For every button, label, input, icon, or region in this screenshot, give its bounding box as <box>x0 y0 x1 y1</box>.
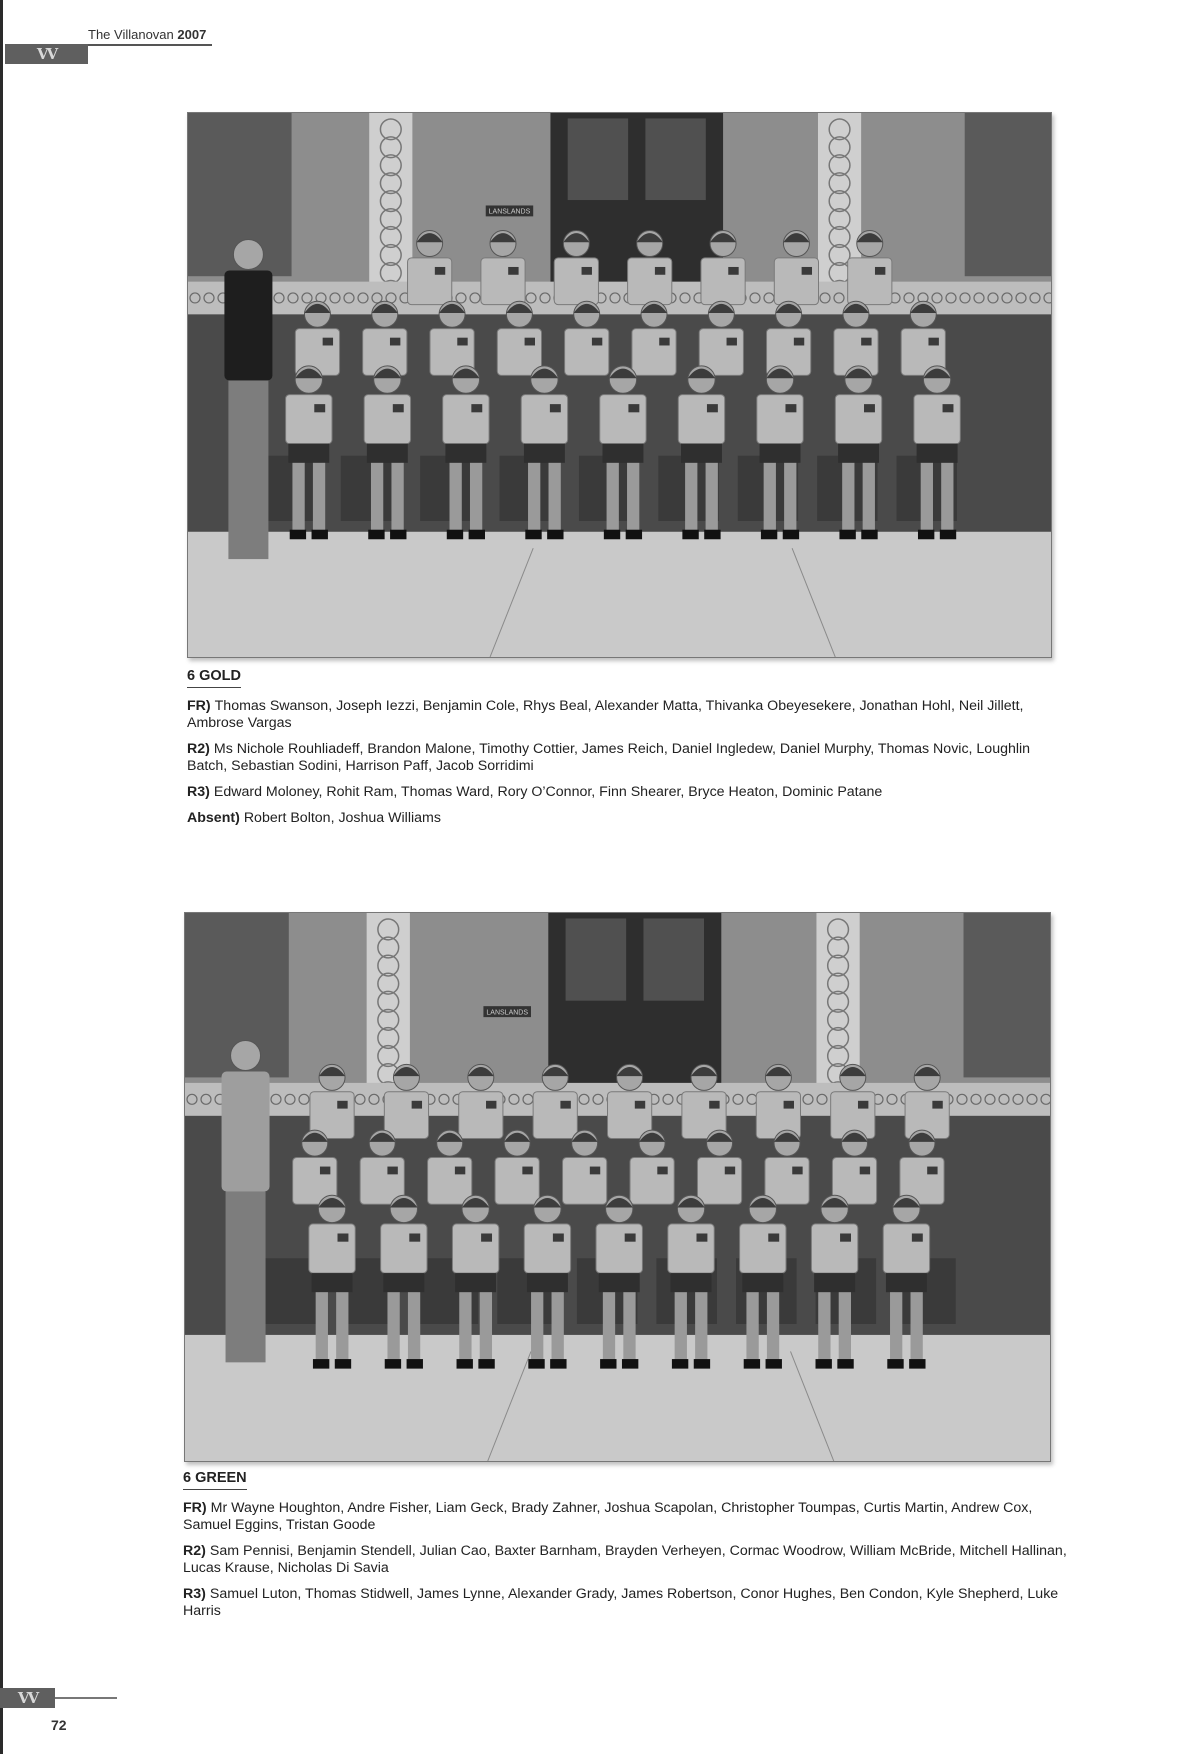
student-pocket <box>525 338 535 346</box>
student-shoe <box>694 1359 710 1369</box>
student-leg <box>921 463 933 531</box>
student-shoe <box>604 530 620 540</box>
row-listing <box>187 784 1067 801</box>
publication-name: The Villanovan <box>88 27 174 42</box>
student-shoe <box>918 530 934 540</box>
student-shorts <box>312 1273 353 1292</box>
student-pocket <box>550 404 561 412</box>
student-pocket <box>481 1233 492 1241</box>
student-leg <box>607 463 619 531</box>
student-pocket <box>590 1167 600 1175</box>
student-shirt <box>497 329 541 376</box>
student-shirt <box>428 1157 472 1204</box>
student-leg <box>408 1292 420 1360</box>
student-shirt <box>835 395 881 444</box>
student-shorts <box>742 1273 783 1292</box>
student-leg <box>371 463 383 531</box>
student-leg <box>685 463 697 531</box>
student-shoe <box>744 1359 760 1369</box>
student-shoe <box>761 530 777 540</box>
student-leg <box>552 1292 564 1360</box>
logo-mark: VV <box>17 1689 38 1707</box>
door-panel <box>568 118 628 200</box>
page-edge-line <box>0 0 3 1754</box>
student-pocket <box>314 404 325 412</box>
student-shoe <box>312 530 328 540</box>
student-pocket <box>858 1101 868 1109</box>
student-shoe <box>783 530 799 540</box>
student-shorts <box>383 1273 424 1292</box>
student-pocket <box>932 1101 942 1109</box>
student-pocket <box>553 1233 564 1241</box>
header-logo <box>5 44 88 64</box>
door-panel <box>643 918 704 1000</box>
student-leg <box>531 1292 543 1360</box>
row-names: Mr Wayne Houghton, Andre Fisher, Liam Geck, Brady Zahner, Joshua Scapolan, Christopher Toumpas, Curtis Martin, Andrew Cox, Samuel Eggins, Tristan Goode <box>183 1500 1033 1533</box>
photo-graphic <box>185 913 1050 1461</box>
row-listing <box>187 698 1067 732</box>
student-pocket <box>928 338 938 346</box>
student-pocket <box>393 404 404 412</box>
student-pocket <box>387 1167 397 1175</box>
student-shirt <box>286 395 332 444</box>
student-shoe <box>682 530 698 540</box>
student-shirt <box>628 258 672 305</box>
student-shirt <box>563 1157 607 1204</box>
student-leg <box>784 463 796 531</box>
row-names: Sam Pennisi, Benjamin Stendell, Julian Cao, Baxter Barnham, Brayden Verheyen, Cormac Woodrow, William McBride, Mitchell Hallinan, Lucas Krause, Nicholas Di Savia <box>183 1543 1067 1576</box>
student-shorts <box>602 444 643 463</box>
student-shoe <box>457 1359 473 1369</box>
student-leg <box>863 463 875 531</box>
student-pocket <box>696 1233 707 1241</box>
student-shirt <box>632 329 676 376</box>
student-leg <box>459 1292 471 1360</box>
window <box>965 113 1051 276</box>
student-leg <box>839 1292 851 1360</box>
student-shorts <box>599 1273 640 1292</box>
row-label: R3) <box>187 784 210 800</box>
window <box>964 913 1051 1077</box>
student-shirt <box>883 1224 929 1273</box>
caption-6-gold <box>187 668 1067 836</box>
teacher-top <box>224 270 272 380</box>
row-names: Edward Moloney, Rohit Ram, Thomas Ward, Rory O’Connor, Finn Shearer, Bryce Heaton, Dominic Patane <box>213 784 883 800</box>
student-shirt <box>774 258 818 305</box>
student-shoe <box>626 530 642 540</box>
teacher-head <box>233 239 263 269</box>
teacher-trousers <box>226 1191 266 1362</box>
publication-year: 2007 <box>177 27 207 42</box>
student-shoe <box>547 530 563 540</box>
student-shirt <box>554 258 598 305</box>
chair <box>261 456 321 521</box>
row-listing <box>183 1586 1073 1620</box>
student-leg <box>623 1292 635 1360</box>
student-leg <box>764 463 776 531</box>
caption-6-green <box>183 1470 1073 1629</box>
student-shirt <box>364 395 410 444</box>
row-listing <box>187 810 1067 827</box>
row-names: Samuel Luton, Thomas Stidwell, James Lynne, Alexander Grady, James Robertson, Conor Hughes, Ben Condon, Kyle Shepherd, Luke Harris <box>183 1586 1059 1619</box>
building-sign-text: LANSLANDS <box>486 1009 529 1017</box>
student-leg <box>292 463 304 531</box>
class-heading: 6 GOLD <box>187 668 241 688</box>
student-shoe <box>816 1359 832 1369</box>
door-panel <box>645 118 705 200</box>
student-shirt <box>697 1157 741 1204</box>
student-pocket <box>412 1101 422 1109</box>
student-shoe <box>528 1359 544 1369</box>
student-shirt <box>608 1092 652 1139</box>
student-pocket <box>628 404 639 412</box>
student-shirt <box>408 258 452 305</box>
student-shirt <box>811 1224 857 1273</box>
row-names: Thomas Swanson, Joseph Iezzi, Benjamin Cole, Rhys Beal, Alexander Matta, Thivanka Obeyesekere, Jonathan Hohl, Neil Jillett, Ambrose Vargas <box>187 698 1024 731</box>
student-leg <box>528 463 540 531</box>
student-shirt <box>495 1157 539 1204</box>
student-shoe <box>550 1359 566 1369</box>
student-pocket <box>625 1233 636 1241</box>
student-shorts <box>524 444 565 463</box>
photo-graphic <box>188 113 1051 657</box>
student-pocket <box>582 267 592 275</box>
student-shirt <box>481 258 525 305</box>
student-pocket <box>522 1167 532 1175</box>
student-shoe <box>390 530 406 540</box>
student-shoe <box>766 1359 782 1369</box>
student-leg <box>818 1292 830 1360</box>
student-shoe <box>940 530 956 540</box>
student-pocket <box>727 338 737 346</box>
student-shirt <box>565 329 609 376</box>
row-names: Robert Bolton, Joshua Williams <box>243 810 441 826</box>
student-shirt <box>756 1092 800 1139</box>
student-pocket <box>707 404 718 412</box>
student-leg <box>387 1292 399 1360</box>
student-pocket <box>455 1167 465 1175</box>
student-leg <box>603 1292 615 1360</box>
student-pocket <box>802 267 812 275</box>
student-shoe <box>385 1359 401 1369</box>
student-pocket <box>768 1233 779 1241</box>
student-pocket <box>709 1101 719 1109</box>
student-pocket <box>635 1101 645 1109</box>
student-leg <box>842 463 854 531</box>
class-photo-6-gold <box>187 112 1052 658</box>
row-label: R3) <box>183 1586 206 1602</box>
student-shirt <box>848 258 892 305</box>
student-pocket <box>659 338 669 346</box>
paved-ground <box>188 532 1051 657</box>
student-shirt <box>765 1157 809 1204</box>
page-number: 72 <box>51 1717 67 1733</box>
student-shorts <box>681 444 722 463</box>
student-shirt <box>678 395 724 444</box>
student-shirt <box>521 395 567 444</box>
teacher-trousers <box>228 380 268 559</box>
student-shoe <box>600 1359 616 1369</box>
student-leg <box>706 463 718 531</box>
student-pocket <box>323 338 333 346</box>
building-sign-text: LANSLANDS <box>488 208 531 216</box>
student-pocket <box>457 338 467 346</box>
student-shirt <box>524 1224 570 1273</box>
student-shirt <box>452 1224 498 1273</box>
student-shorts <box>288 444 329 463</box>
student-pocket <box>728 267 738 275</box>
student-leg <box>941 463 953 531</box>
student-shoe <box>525 530 541 540</box>
student-shoe <box>478 1359 494 1369</box>
student-shoe <box>672 1359 688 1369</box>
class-heading: 6 GREEN <box>183 1470 247 1490</box>
teacher-top <box>222 1071 270 1191</box>
student-pocket <box>943 404 954 412</box>
student-shoe <box>909 1359 925 1369</box>
student-shirt <box>381 1224 427 1273</box>
student-leg <box>391 463 403 531</box>
row-label: Absent) <box>187 810 240 826</box>
student-shorts <box>917 444 958 463</box>
student-leg <box>316 1292 328 1360</box>
student-pocket <box>338 1233 349 1241</box>
teacher-head <box>231 1040 261 1070</box>
student-shorts <box>367 444 408 463</box>
student-shirt <box>914 395 960 444</box>
student-shoe <box>839 530 855 540</box>
student-shirt <box>701 258 745 305</box>
student-pocket <box>875 267 885 275</box>
student-shirt <box>384 1092 428 1139</box>
student-pocket <box>785 404 796 412</box>
student-pocket <box>471 404 482 412</box>
student-leg <box>695 1292 707 1360</box>
student-pocket <box>657 1167 667 1175</box>
student-pocket <box>864 404 875 412</box>
student-shoe <box>704 530 720 540</box>
row-listing <box>187 741 1067 775</box>
student-pocket <box>390 338 400 346</box>
student-leg <box>911 1292 923 1360</box>
student-leg <box>480 1292 492 1360</box>
student-pocket <box>912 1233 923 1241</box>
row-label: FR) <box>187 698 211 714</box>
student-shoe <box>313 1359 329 1369</box>
student-leg <box>890 1292 902 1360</box>
row-listing <box>183 1543 1073 1577</box>
student-shoe <box>469 530 485 540</box>
student-shirt <box>596 1224 642 1273</box>
student-shirt <box>533 1092 577 1139</box>
student-shirt <box>443 395 489 444</box>
student-shorts <box>838 444 879 463</box>
student-pocket <box>486 1101 496 1109</box>
student-shorts <box>455 1273 496 1292</box>
student-pocket <box>435 267 445 275</box>
student-pocket <box>409 1233 420 1241</box>
row-label: R2) <box>187 741 210 757</box>
student-shirt <box>757 395 803 444</box>
student-leg <box>549 463 561 531</box>
student-shirt <box>668 1224 714 1273</box>
student-shirt <box>459 1092 503 1139</box>
row-label: R2) <box>183 1543 206 1559</box>
student-pocket <box>860 1167 870 1175</box>
student-shorts <box>760 444 801 463</box>
row-listing <box>183 1500 1073 1534</box>
door-panel <box>566 918 627 1000</box>
student-pocket <box>792 1167 802 1175</box>
student-shorts <box>671 1273 712 1292</box>
student-shorts <box>886 1273 927 1292</box>
student-shorts <box>527 1273 568 1292</box>
student-leg <box>627 463 639 531</box>
student-shoe <box>887 1359 903 1369</box>
student-shirt <box>630 1157 674 1204</box>
logo-mark: VV <box>36 45 57 63</box>
student-leg <box>767 1292 779 1360</box>
student-shoe <box>861 530 877 540</box>
student-shorts <box>445 444 486 463</box>
student-leg <box>470 463 482 531</box>
student-pocket <box>840 1233 851 1241</box>
student-shoe <box>335 1359 351 1369</box>
student-shoe <box>622 1359 638 1369</box>
student-pocket <box>784 1101 794 1109</box>
student-leg <box>313 463 325 531</box>
student-pocket <box>592 338 602 346</box>
student-shirt <box>740 1224 786 1273</box>
student-leg <box>746 1292 758 1360</box>
student-shoe <box>368 530 384 540</box>
footer-logo <box>0 1688 55 1708</box>
student-leg <box>336 1292 348 1360</box>
header-rule <box>88 44 212 46</box>
student-pocket <box>861 338 871 346</box>
student-pocket <box>560 1101 570 1109</box>
row-names: Ms Nichole Rouhliadeff, Brandon Malone, Timothy Cottier, James Reich, Daniel Ingledew, Daniel Murphy, Thomas Novic, Loughlin Batch, Sebastian Sodini, Harrison Paff, Jacob Sorridimi <box>187 741 1031 774</box>
student-shirt <box>600 395 646 444</box>
footer-rule <box>55 1697 117 1699</box>
student-shorts <box>814 1273 855 1292</box>
student-shoe <box>407 1359 423 1369</box>
running-header <box>88 27 206 42</box>
student-shirt <box>309 1224 355 1273</box>
student-pocket <box>320 1167 330 1175</box>
student-pocket <box>655 267 665 275</box>
student-leg <box>450 463 462 531</box>
student-shoe <box>447 530 463 540</box>
student-pocket <box>927 1167 937 1175</box>
student-shoe <box>290 530 306 540</box>
student-leg <box>675 1292 687 1360</box>
row-label: FR) <box>183 1500 207 1516</box>
student-pocket <box>794 338 804 346</box>
student-pocket <box>508 267 518 275</box>
student-pocket <box>337 1101 347 1109</box>
class-photo-6-green <box>184 912 1051 1462</box>
student-pocket <box>725 1167 735 1175</box>
student-shoe <box>837 1359 853 1369</box>
